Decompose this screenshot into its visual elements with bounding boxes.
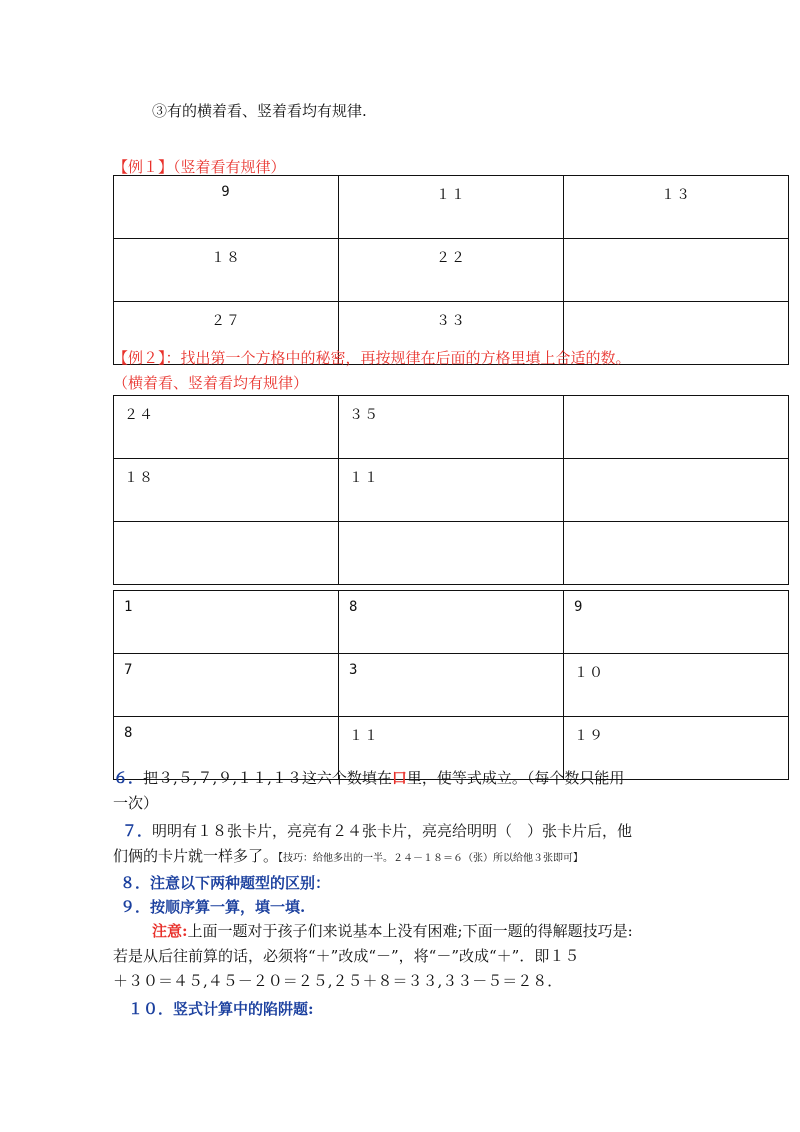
grid-cell: 7: [114, 654, 339, 717]
grid-cell: ３３: [339, 302, 564, 365]
grid-cell: ２７: [114, 302, 339, 365]
q7-text: 明明有１８张卡片，亮亮有２４张卡片，亮亮给明明（ ）张卡片后，他: [152, 822, 633, 840]
grid-cell: 1: [114, 591, 339, 654]
grid-cell: １１: [339, 459, 564, 522]
q9-note-line1: [152, 920, 633, 941]
grid3: [113, 590, 789, 780]
example2-sublabel: （横着看、竖着看均有规律）: [113, 374, 309, 392]
table-row: [114, 459, 789, 522]
grid-cell: １８: [114, 459, 339, 522]
intro-line: ③有的横着看、竖着看均有规律.: [152, 102, 367, 120]
note-label: 注意:: [152, 922, 188, 940]
q7-text2: 们俩的卡片就一样多了。: [113, 847, 279, 865]
grid-cell: １８: [114, 239, 339, 302]
q7-line2: [113, 845, 583, 866]
grid-cell: 9: [564, 591, 789, 654]
q6-box-glyph: 口: [391, 769, 407, 787]
grid-cell: 8: [114, 717, 339, 780]
q6-number: ６．: [113, 769, 144, 787]
q6-text-a: 把３,５,７,９,１１,１３这六个数填在: [143, 769, 392, 787]
q9-note-line3: ＋３０＝４５,４５－２０＝２５,２５＋８＝３３,３３－５＝２８．: [113, 972, 563, 990]
grid-cell: ２４: [114, 396, 339, 459]
table-row: [114, 176, 789, 239]
grid-cell: [564, 459, 789, 522]
grid-cell: １３: [564, 176, 789, 239]
grid-cell: １１: [339, 176, 564, 239]
grid-cell: ２２: [339, 239, 564, 302]
q6-text-b: 里，使等式成立。（每个数只能用: [406, 769, 625, 787]
q8-heading: ８．注意以下两种题型的区别：: [120, 874, 331, 892]
example2-label: 【例２】：找出第一个方格中的秘密，再按规律在后面的方格里填上合适的数。: [113, 349, 631, 367]
q10-heading: １０．竖式计算中的陷阱题:: [128, 1000, 314, 1018]
grid-cell: １０: [564, 654, 789, 717]
grid-cell: １１: [339, 717, 564, 780]
q6-line1: [113, 767, 624, 788]
q9-note-line2: 若是从后往前算的话，必须将“＋”改成“－”，将“－”改成“＋”．即１５: [113, 947, 580, 965]
example1-label: 【例１】（竖着看有规律）: [113, 158, 286, 176]
q6-line2: 一次）: [113, 794, 159, 812]
grid-cell: 9: [114, 176, 339, 239]
example1-grid: [113, 175, 789, 365]
table-row: [114, 522, 789, 585]
grid-cell: [564, 396, 789, 459]
grid-cell: [114, 522, 339, 585]
table-row: [114, 591, 789, 654]
grid-cell: [564, 239, 789, 302]
table-row: [114, 239, 789, 302]
q7-line1: [122, 820, 632, 841]
note-text1: 上面一题对于孩子们来说基本上没有困难;下面一题的得解题技巧是:: [187, 922, 633, 940]
table-row: [114, 396, 789, 459]
grid-cell: [564, 522, 789, 585]
q7-tip: 【技巧：给他多出的一半。２４－１８＝６（张）所以给他３张即可】: [278, 853, 584, 864]
grid-cell: １９: [564, 717, 789, 780]
q9-heading: ９．按顺序算一算，填一填.: [120, 898, 306, 916]
grid-cell: [339, 522, 564, 585]
grid-cell: 8: [339, 591, 564, 654]
grid-cell: ３５: [339, 396, 564, 459]
grid-cell: 3: [339, 654, 564, 717]
example2-grid: [113, 395, 789, 585]
q7-number: ７．: [122, 822, 153, 840]
table-row: [114, 654, 789, 717]
